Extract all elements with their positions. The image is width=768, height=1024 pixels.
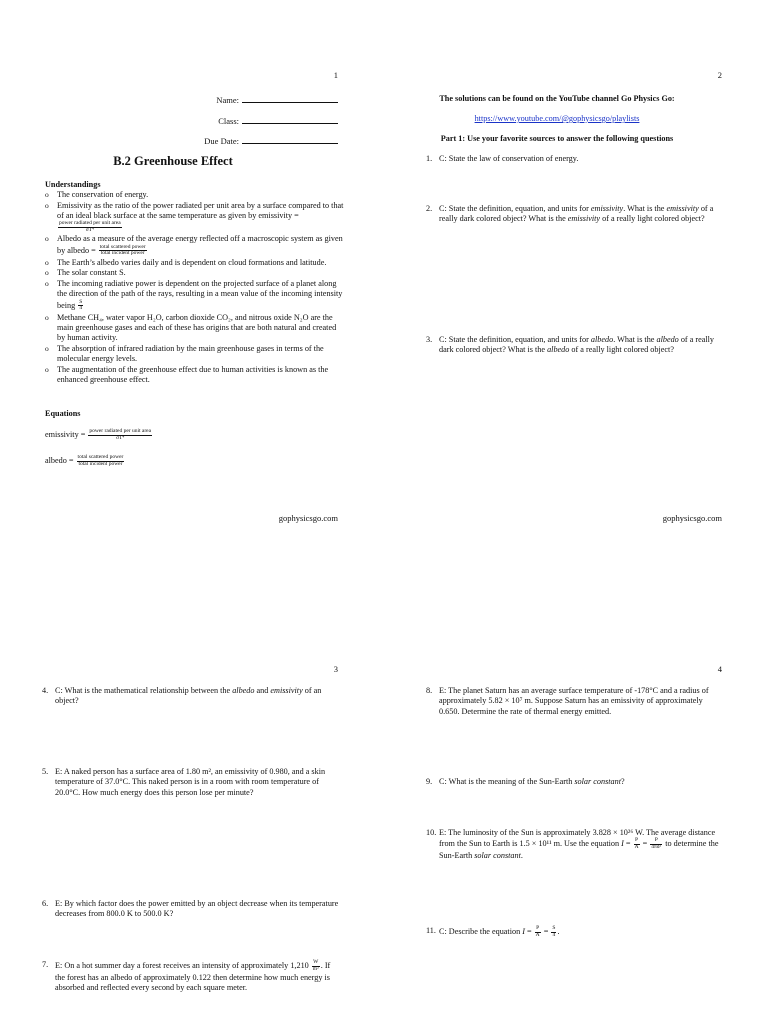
class-field [218,114,338,127]
equations-heading: Equations [45,409,81,418]
question-1: 1. C: State the law of conservation of energy. [426,154,579,163]
class-blank[interactable] [242,114,338,124]
list-item: o The incoming radiative power is dependent on the projected surface of a planet along the direction of the path of the rays, resulting in a mean value of the incoming intensity being $\frac{S}{4}$ [45,279,345,312]
page-3 [4,660,342,1020]
question-9: 9. C: What is the meaning of the Sun-Earth solar constant? [426,777,625,786]
question-8: 8. E: The planet Saturn has an average surface temperature of -178°C and a radius of approximately 5.82 × 10⁷ m. Suppose Saturn has an emissivity of approximately 0.650. Determine the rate of thermal energy emitted. [426,686,709,716]
albedo-equation: albedo = $\frac{\text{total scattered power}}{\text{total incident power}}$ [45,454,124,467]
page-4 [388,660,726,1020]
due-date-field [204,134,338,147]
name-field [216,93,338,106]
albedo-fraction: $\frac{\text{total scattered power}}{\text{total incident power}}$ [99,243,146,257]
emissivity-equation: emissivity = $\frac{\text{power radiated per unit area}}{\text{σT⁴}}$ [45,428,152,441]
page-title: B.2 Greenhouse Effect [113,154,233,168]
list-item: o Albedo as a measure of the average energy reflected off a macroscopic system as given by albedo = $\frac{\text{total scattered power}}{\text{total incident power}}$ [45,234,345,257]
page-number: 2 [717,70,722,80]
list-item: o Methane CH₄, water vapor H₂O, carbon dioxide CO₂, and nitrous oxide N₂O are the main greenhouse gases and each of these has origins that are both natural and created by human activity. [45,313,345,344]
list-item: o The Earth’s albedo varies daily and is dependent on cloud formations and latitude. [45,258,345,268]
due-date-label: Due Date: [204,136,239,146]
page-2 [388,66,726,536]
name-label: Name: [216,95,239,105]
list-item: o The absorption of infrared radiation by the main greenhouse gases in terms of the molecular energy levels. [45,344,345,365]
understandings-heading: Understandings [45,180,101,189]
playlist-link-row [388,114,726,124]
emissivity-fraction: $\frac{\text{power radiated per unit area}}{\text{σT⁴}}$ [59,220,121,234]
list-item: o The augmentation of the greenhouse effect due to human activities is known as the enhanced greenhouse effect. [45,365,345,386]
list-item: o The conservation of energy. [45,190,345,200]
question-3: 3. C: State the definition, equation, and units for albedo. What is the albedo of a really dark colored object? What is the albedo of a really light colored object? [426,335,715,355]
part-heading: Part 1: Use your favorite sources to answer the following questions [440,134,674,143]
question-2: 2. C: State the definition, equation, and units for emissivity. What is the emissivity of a really dark colored object? What is the emissivity of a really light colored object? [426,204,714,224]
watt-per-m2-fraction: $\frac{W}{\text{m²}}$ [312,959,319,972]
footer-site: gophysicsgo.com [278,513,338,523]
question-11: 11. C: Describe the equation I = $\frac{P}{A}$ = $\frac{S}{4}$ . [426,925,560,938]
question-6: 6. E: By which factor does the power emitted by an object decrease when its temperature decreases from 800.0 K to 500.0 K? [42,899,339,919]
page-number: 4 [717,664,722,674]
page-number: 3 [333,664,338,674]
page-number: 1 [333,70,338,80]
due-date-blank[interactable] [242,134,338,144]
list-item: o Emissivity as the ratio of the power radiated per unit area by a surface compared to that of an ideal black surface at the same temperature as given by emissivity = $\frac{\text{power radiated per unit area}}{\text{σT⁴}}$ [45,201,345,234]
footer-site: gophysicsgo.com [662,513,722,523]
name-blank[interactable] [242,93,338,103]
question-5: 5. E: A naked person has a surface area of 1.80 m², an emissivity of 0.980, and a skin temperature of 37.0°C. This naked person is in a room with room temperature of 20.0°C. How much energy does this person lose per minute? [42,767,326,797]
question-10: 10. E: The luminosity of the Sun is approximately 3.828 × 10²⁶ W. The average distance from the Sun to Earth is 1.5 × 10¹¹ m. Use the equation I = $\frac{P}{A}$ = $\frac{P}{\text{4πd²}}$ to determine the Sun-Earth solar constant. [426,828,719,860]
page-1 [4,66,342,536]
playlist-link[interactable]: https://www.youtube.com/@gophysicsgo/playlists [474,114,640,123]
question-4: 4. C: What is the mathematical relationship between the albedo and emissivity of an object? [42,686,322,706]
list-item: o The solar constant S. [45,268,345,278]
solutions-line: The solutions can be found on the YouTube channel Go Physics Go: [439,94,675,103]
solar-fraction: $\frac{S}{4}$ [79,298,83,312]
class-label: Class: [218,116,239,126]
understandings-list [45,190,345,386]
question-7: 7. E: On a hot summer day a forest receives an intensity of approximately 1,210 $\frac{W}{\text{m²}}$ . If the forest has an albedo of approximately 0.122 then determine how much energy is absorbed and reflected every second by each square meter. [42,959,331,992]
